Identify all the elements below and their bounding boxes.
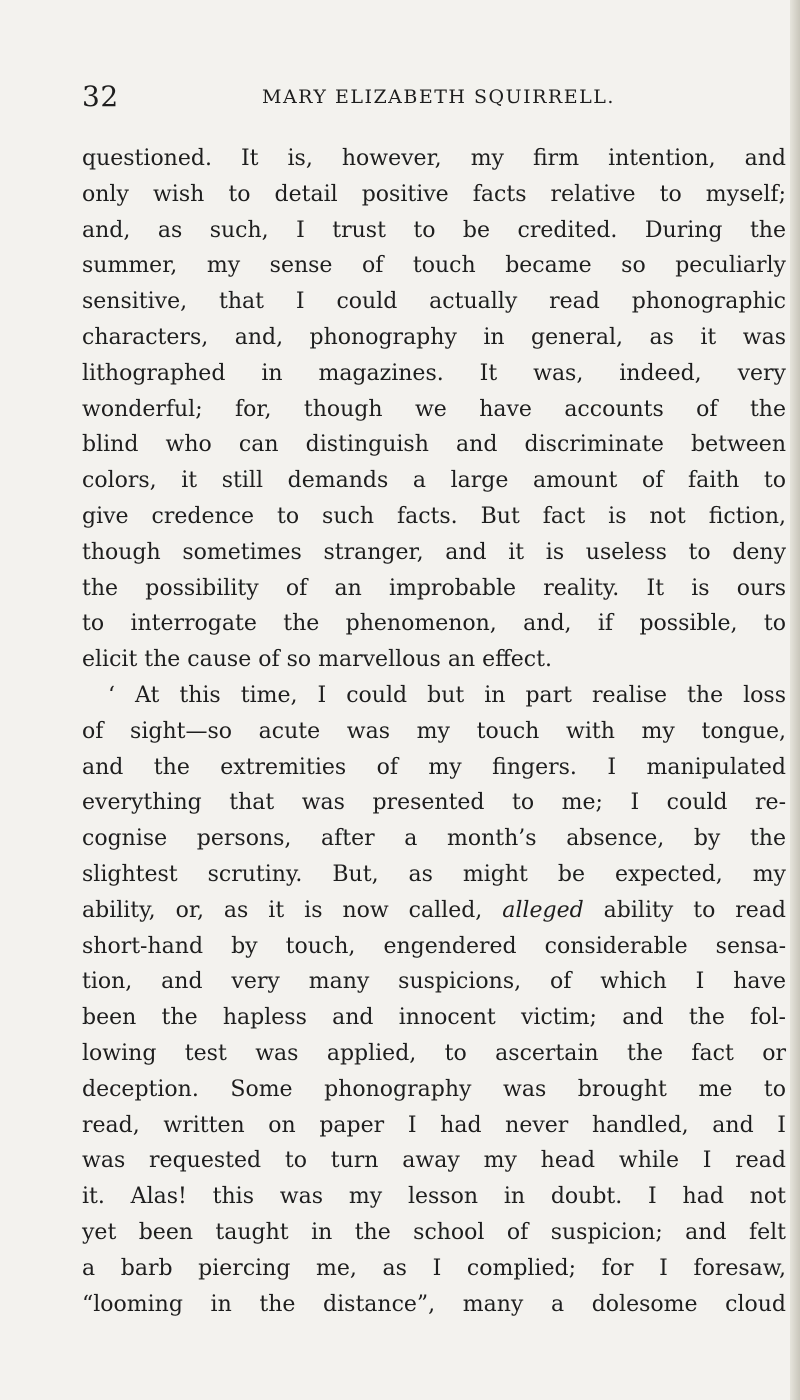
text-line: of sight—so acute was my touch with my tongue, [82,718,786,744]
text-line: cognise persons, after a month’s absence, by the [82,826,786,852]
text-line: colors, it still demands a large amount of faith to [82,468,786,494]
body-text [82,141,786,1322]
text-line: questioned. It is, however, my firm intention, and [82,146,786,171]
running-head: MARY ELIZABETH SQUIRRELL. [262,86,615,108]
text-line: everything that was presented to me; I could re- [82,790,786,816]
text-line: sensitive, that I could actually read phonographic [82,289,786,315]
text-line: summer, my sense of touch became so peculiarly [82,253,786,279]
text-line: read, written on paper I had never handled, and I [82,1112,786,1138]
page-number: 32 [82,80,119,113]
text-segment: ability, or, as it is now called, [82,897,483,923]
text-line: it. Alas! this was my lesson in doubt. I had not [82,1184,786,1210]
text-line: characters, and, phonography in general, as it was [82,324,786,350]
text-line: only wish to detail positive facts relative to myself; [82,181,786,207]
text-line: though sometimes stranger, and it is useless to deny [82,539,786,565]
text-line [82,893,786,929]
text-line: been the hapless and innocent victim; and the fol- [82,1005,786,1031]
text-line: short-hand by touch, engendered considerable sensa- [82,933,786,959]
text-line: deception. Some phonography was brought me to [82,1076,786,1102]
text-line: “looming in the distance”, many a dolesome cloud [82,1291,786,1317]
page-edge [790,0,800,1400]
text-line: ‘ At this time, I could but in part realise the loss [108,682,786,708]
text-line: slightest scrutiny. But, as might be expected, my [82,861,786,887]
text-line: blind who can distinguish and discriminate between [82,432,786,458]
text-line: the possibility of an improbable reality. It is ours [82,575,786,601]
italic-word: alleged [502,897,584,923]
text-line: yet been taught in the school of suspicion; and felt [82,1219,786,1245]
text-line: was requested to turn away my head while I read [82,1148,786,1174]
text-line: a barb piercing me, as I complied; for I foresaw, [82,1255,786,1281]
text-segment: ability to read [603,897,787,923]
text-line: give credence to such facts. But fact is not fiction, [82,503,786,529]
text-line: wonderful; for, though we have accounts of the [82,396,786,422]
page-header [82,80,752,113]
text-line: elicit the cause of so marvellous an effect. [82,647,552,673]
text-line: and, as such, I trust to be credited. During the [82,217,786,243]
text-line: and the extremities of my fingers. I manipulated [82,754,786,780]
text-line: lithographed in magazines. It was, indeed, very [82,360,786,386]
text-line: lowing test was applied, to ascertain the fact or [82,1040,786,1066]
text-line: tion, and very many suspicions, of which I have [82,969,786,995]
text-line: to interrogate the phenomenon, and, if possible, to [82,611,786,637]
